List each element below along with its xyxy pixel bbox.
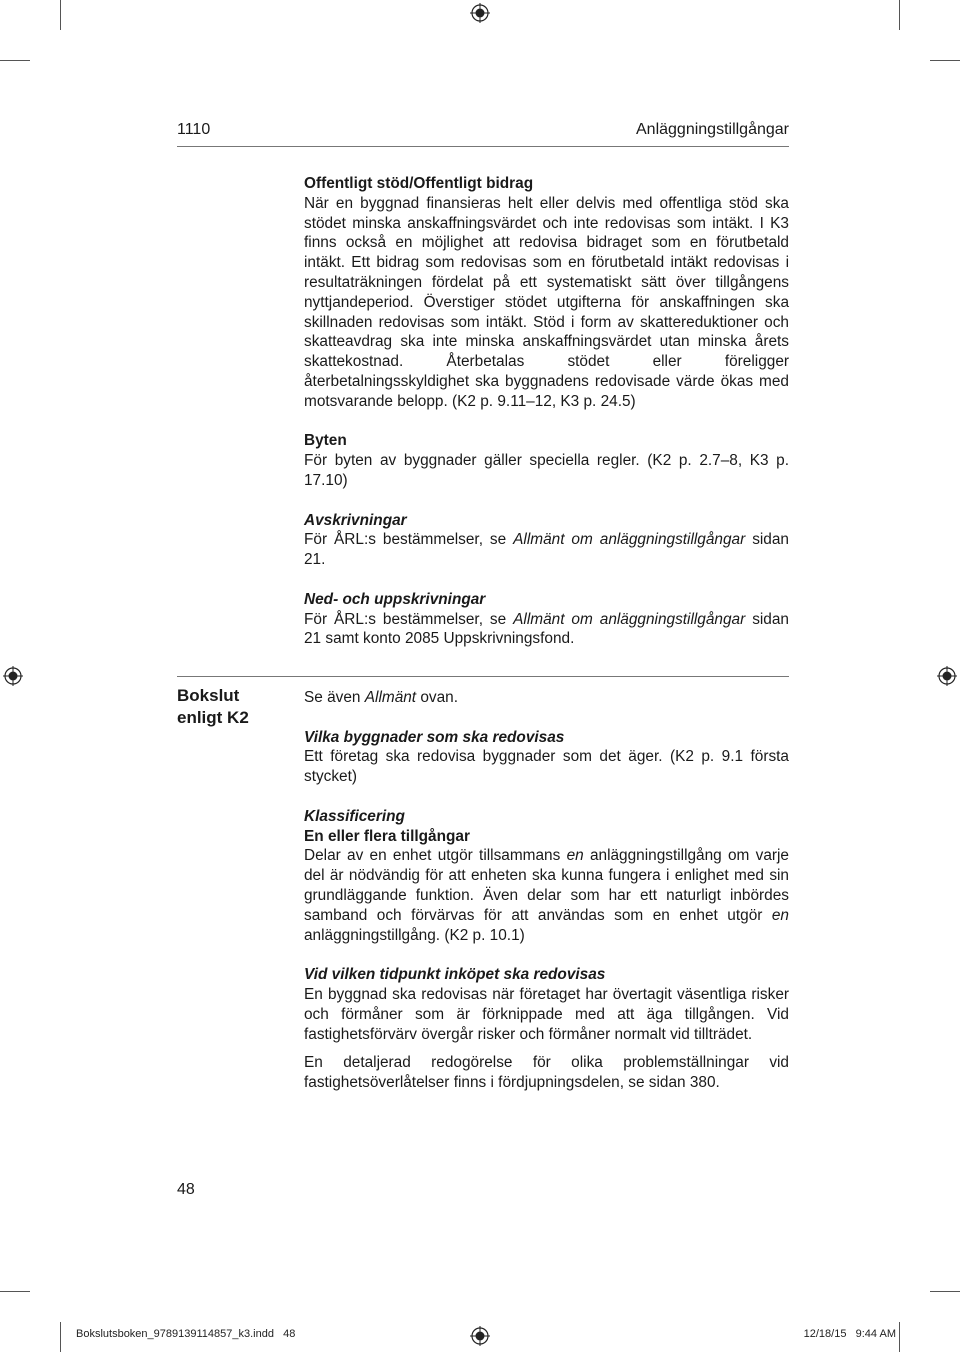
crop-mark xyxy=(60,0,61,30)
crop-mark xyxy=(0,1291,30,1292)
heading-tidpunkt: Vid vilken tidpunkt inköpet ska redovisas xyxy=(304,966,606,984)
section-number: 1110 xyxy=(177,121,211,138)
paragraph-byten: För byten av byggnader gäller speciella regler. (K2 p. 2.7–8, K3 p. 17.10) xyxy=(304,452,789,489)
crop-mark xyxy=(899,0,900,30)
crop-mark xyxy=(930,1291,960,1292)
paragraph-offentligt-stod: När en byggnad finansieras helt eller delvis med offentliga stöd ska stödet minska anskaffningsvärdet och inte redovisas som intäkt. I K3 finns också en möjlighet att redovisa bidraget som en förutbetald intäkt. Ett bidrag som redovisas som en förutbetald intäkt redovisas i resultaträkningen fördelat på ett systematiskt sätt över tillgångens nyttjandeperiod. Överstiger stödet utgifterna för anskaffningen ska skillnaden redovisas som intäkt. Stöd i form av skattereduktioner och skatteavdrag ska inte minska anskaffningsvärdet utan minska årets skattekostnad. Återbetalas stödet eller föreligger återbetalningsskyldighet ska byggnadens redovisade värde ökas med motsvarande belopp. (K2 p. 9.11–12, K3 p. 24.5) xyxy=(304,194,789,410)
paragraph-ned-upp: För ÅRL:s bestämmelser, se Allmänt om anläggningstillgångar sidan 21 samt konto 2085 Uppskrivningsfond. xyxy=(304,610,789,648)
slug-filename: Bokslutsboken_9789139114857_k3.indd 48 xyxy=(76,1328,296,1340)
crop-mark xyxy=(0,60,30,61)
paragraph-fordjupning: En detaljerad redogörelse för olika problemställningar vid fastighetsöverlåtelser finns i fördjupningsdelen, se sidan 380. xyxy=(304,1054,789,1092)
heading-vilka-byggnader: Vilka byggnader som ska redovisas xyxy=(304,728,565,746)
heading-ned-upp: Ned- och uppskrivningar xyxy=(304,590,486,608)
heading-offentligt-stod: Offentligt stöd/Offentligt bidrag xyxy=(304,175,534,192)
section-rule xyxy=(177,676,789,677)
paragraph-avskrivningar: För ÅRL:s bestämmelser, se Allmänt om anläggningstillgångar sidan 21. xyxy=(304,531,789,569)
registration-mark-icon xyxy=(3,666,23,686)
paragraph-vilka-byggnader: Ett företag ska redovisa byggnader som det äger. (K2 p. 9.1 första stycket) xyxy=(304,748,789,786)
header-rule xyxy=(177,146,789,147)
heading-klassificering: Klassificering xyxy=(304,807,405,825)
running-header xyxy=(177,121,789,143)
crop-mark xyxy=(899,1322,900,1352)
subheading-en-eller-flera: En eller flera tillgångar xyxy=(304,827,470,845)
registration-mark-icon xyxy=(937,666,957,686)
registration-mark-icon xyxy=(470,3,490,23)
page-number: 48 xyxy=(177,1181,195,1198)
heading-avskrivningar: Avskrivningar xyxy=(304,511,407,529)
paragraph-tidpunkt: En byggnad ska redovisas när företaget har övertagit väsentliga risker och förmåner som är förknippade med att äga tillgången. Vid fastighetsförvärv övergår risker och förmåner normalt vid tillträdet. xyxy=(304,985,789,1043)
registration-mark-icon xyxy=(470,1326,490,1346)
body-column-upper xyxy=(304,174,789,649)
crop-mark xyxy=(60,1322,61,1352)
section-title: Anläggningstillgångar xyxy=(636,121,789,138)
body-column-lower xyxy=(304,688,789,1093)
paragraph-se-aven: Se även Allmänt ovan. xyxy=(304,689,459,706)
heading-byten: Byten xyxy=(304,432,347,450)
crop-mark xyxy=(930,60,960,61)
paragraph-klassificering: Delar av en enhet utgör tillsammans en anläggningstillgång om varje del är nödvändig för att enheten ska kunna fungera i enlighet med sin grundläggande funktion. Även delar som har ett naturligt inbördes samband och förvärvas för att användas som en enhet utgör en anläggningstillgång. (K2 p. 10.1) xyxy=(304,847,789,944)
side-heading-bokslut-k2: Bokslut enligt K2 xyxy=(177,686,249,727)
slug-timestamp: 12/18/15 9:44 AM xyxy=(803,1328,896,1340)
